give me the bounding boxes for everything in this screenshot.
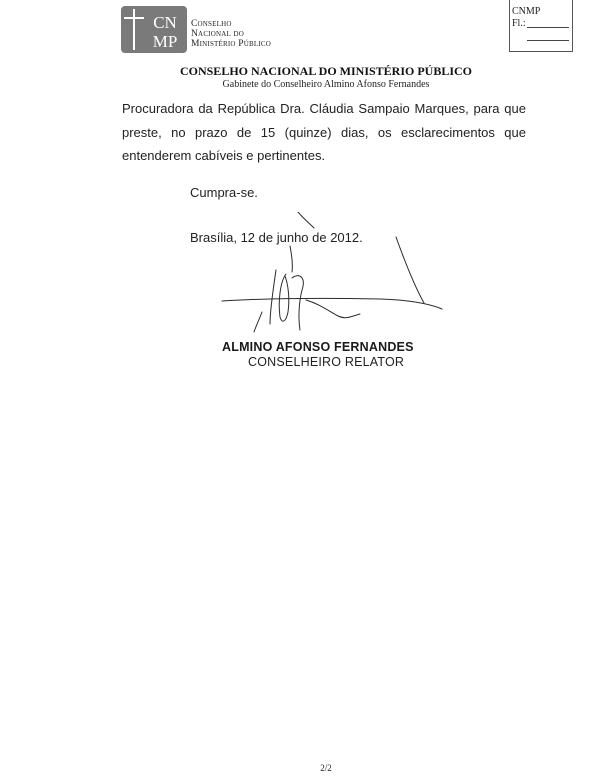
cnmp-logo [121,6,187,53]
header-subtitle: Gabinete do Conselheiro Almino Afonso Fernandes [222,79,430,90]
header-title: CONSELHO NACIONAL DO MINISTÉRIO PÚBLICO [179,64,473,78]
stamp-org: CNMP [512,6,541,17]
logo-text-line: Ministério Público [191,39,271,49]
logo-mark-bottom: MP [152,32,178,51]
handwritten-signature [210,212,450,342]
page-stamp [509,0,573,52]
logo-text [191,19,271,49]
signatory-role: CONSELHEIRO RELATOR [248,355,405,369]
place-date: Brasília, 12 de junho de 2012. [190,230,363,245]
signatory-name: ALMINO AFONSO FERNANDES [222,340,414,354]
logo-mark-top: CN [153,13,177,32]
body-paragraph [122,97,526,168]
logo-text-line: Nacional do [191,29,245,39]
body-line: Procuradora da República Dra. Cláudia Sampaio Marques, para que [122,101,526,116]
stamp-folio-line [527,40,569,41]
stamp-folio-line [527,27,569,28]
body-line: preste, no prazo de 15 (quinze) dias, os esclarecimentos que [122,124,526,140]
body-line: entenderem cabíveis e pertinentes. [122,148,326,163]
stamp-folio-label: Fl.: [512,18,526,29]
page-number: 2/2 [320,763,332,773]
logo-text-line: Conselho [191,19,232,29]
closing-text: Cumpra-se. [190,185,258,200]
